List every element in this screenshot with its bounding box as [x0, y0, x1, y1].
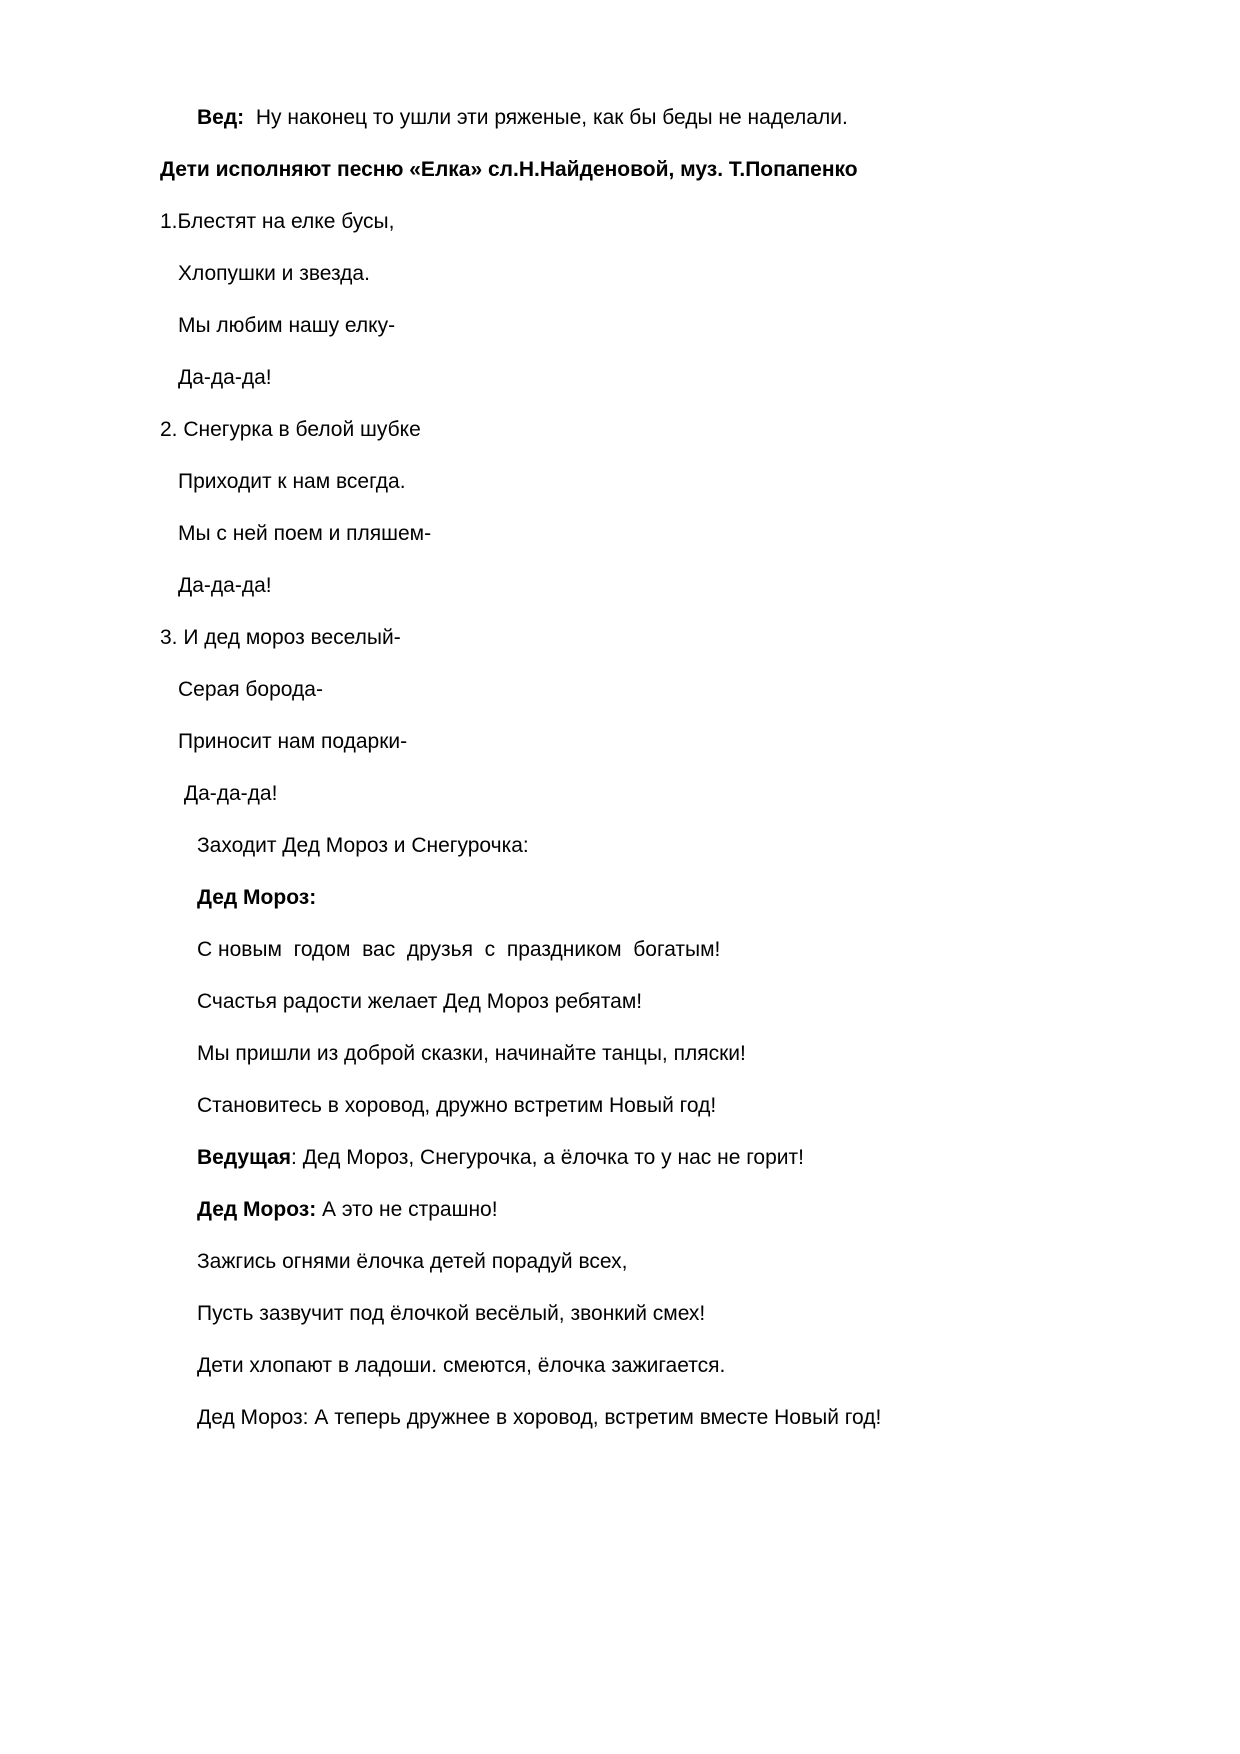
- paragraph: [178, 716, 1240, 768]
- paragraph: [197, 820, 1240, 872]
- text-segment: Ну наконец то ушли эти ряженые, как бы беды не наделали.: [244, 106, 848, 129]
- text-segment: Да-да-да!: [178, 574, 272, 597]
- text-segment: : Дед Мороз, Снегурочка, а ёлочка то у нас не горит!: [291, 1146, 804, 1169]
- paragraph: [197, 1288, 1240, 1340]
- text-segment: 1.Блестят на елке бусы,: [160, 210, 395, 233]
- paragraph: [197, 976, 1240, 1028]
- paragraph: [178, 560, 1240, 612]
- paragraph: [197, 1132, 1240, 1184]
- text-segment: Ведущая: [197, 1146, 292, 1169]
- text-segment: Дед Мороз: А теперь дружнее в хоровод, встретим вместе Новый год!: [197, 1406, 882, 1429]
- text-segment: Заходит Дед Мороз и Снегурочка:: [197, 834, 529, 857]
- paragraph: [160, 404, 1240, 456]
- text-segment: Вед:: [197, 106, 245, 129]
- text-segment: Приносит нам подарки-: [178, 730, 408, 753]
- text-segment: 2. Снегурка в белой шубке: [160, 418, 421, 441]
- paragraph: [178, 248, 1240, 300]
- paragraph: [197, 92, 1240, 144]
- text-segment: Серая борода-: [178, 678, 323, 701]
- paragraph: [197, 1184, 1240, 1236]
- paragraph: [160, 144, 1240, 196]
- text-segment: Мы любим нашу елку-: [178, 314, 396, 337]
- text-segment: Дед Мороз:: [197, 1198, 317, 1221]
- text-segment: Дети исполняют песню «Елка» сл.Н.Найденовой, муз. Т.Попапенко: [160, 158, 858, 181]
- paragraph: [197, 1340, 1240, 1392]
- text-segment: Дети хлопают в ладоши. смеются, ёлочка зажигается.: [197, 1354, 726, 1377]
- text-segment: Дед Мороз:: [197, 886, 317, 909]
- paragraph: [178, 508, 1240, 560]
- text-segment: 3. И дед мороз веселый-: [160, 626, 401, 649]
- text-segment: Пусть зазвучит под ёлочкой весёлый, звонкий смех!: [197, 1302, 706, 1325]
- paragraph: [197, 1028, 1240, 1080]
- paragraph: [197, 1236, 1240, 1288]
- text-segment: Зажгись огнями ёлочка детей порадуй всех,: [197, 1250, 628, 1273]
- text-segment: А это не страшно!: [316, 1198, 498, 1221]
- paragraph: [178, 456, 1240, 508]
- text-segment: Мы пришли из доброй сказки, начинайте танцы, пляски!: [197, 1042, 746, 1065]
- paragraph: [160, 196, 1240, 248]
- paragraph: [197, 872, 1240, 924]
- text-segment: С новым годом вас друзья с праздником богатым!: [197, 938, 721, 961]
- paragraph: [197, 924, 1240, 976]
- paragraph: [178, 352, 1240, 404]
- text-segment: Приходит к нам всегда.: [178, 470, 406, 493]
- text-segment: Мы с ней поем и пляшем-: [178, 522, 432, 545]
- paragraph: [197, 1080, 1240, 1132]
- paragraph: [197, 1392, 1240, 1444]
- text-segment: Счастья радости желает Дед Мороз ребятам!: [197, 990, 643, 1013]
- text-segment: Да-да-да!: [178, 782, 278, 805]
- text-segment: Хлопушки и звезда.: [178, 262, 370, 285]
- paragraph: [160, 612, 1240, 664]
- document-body: [0, 92, 1240, 1444]
- text-segment: Становитесь в хоровод, дружно встретим Новый год!: [197, 1094, 717, 1117]
- paragraph: [178, 664, 1240, 716]
- text-segment: Да-да-да!: [178, 366, 272, 389]
- paragraph: [178, 300, 1240, 352]
- paragraph: [178, 768, 1240, 820]
